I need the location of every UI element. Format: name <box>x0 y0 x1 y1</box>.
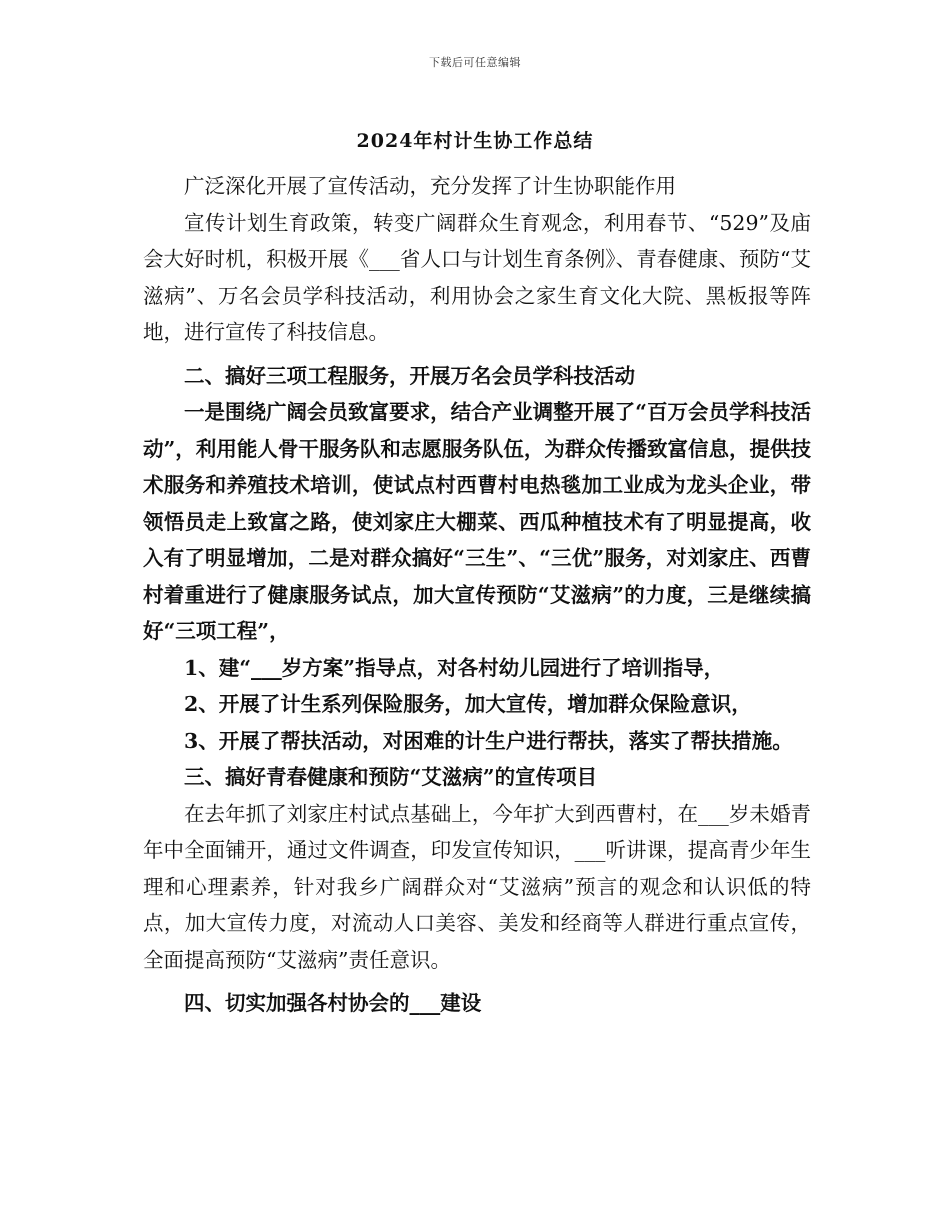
paragraph-4: 在去年抓了刘家庄村试点基础上，今年扩大到西曹村，在___岁未婚青年中全面铺开，通过文件调查，印发宣传知识，___听讲课，提高青少年生理和心理素养，针对我乡广阔群众对“艾滋病”预言的观念和认识低的特点，加大宣传力度，对流动人口美容、美发和经商等人群进行重点宣传，全面提高预防“艾滋病”责任意识。 <box>143 801 811 972</box>
paragraph-3: 一是围绕广阔会员致富要求，结合产业调整开展了“百万会员学科技活动”，利用能人骨干服务队和志愿服务队伍，为群众传播致富信息，提供技术服务和养殖技术培训，使试点村西曹村电热毯加工业成为龙头企业，带领悟员走上致富之路，使刘家庄大棚菜、西瓜种植技术有了明显提高，收入有了明显增加，二是对群众搞好“三生”、“三优”服务，对刘家庄、西曹村着重进行了健康服务试点，加大宣传预防“艾滋病”的力度，三是继续搞好“三项工程”， <box>143 400 811 643</box>
list-item-2: 2、开展了计生系列保险服务，加大宣传，增加群众保险意识， <box>184 692 752 716</box>
list-item-1: 1、建“___岁方案”指导点，对各村幼儿园进行了培训指导， <box>184 655 725 680</box>
section-heading-3: 三、搞好青春健康和预防“艾滋病”的宣传项目 <box>184 765 598 789</box>
section-heading-2: 二、搞好三项工程服务，开展万名会员学科技活动 <box>184 363 635 388</box>
section-heading-4: 四、切实加强各村协会的___建设 <box>184 991 482 1015</box>
document-title: 2024年村计生协工作总结 <box>356 130 594 152</box>
paragraph-2: 宣传计划生育政策，转变广阔群众生育观念，利用春节、“529”及庙会大好时机，积极开展《___省人口与计划生育条例》、青春健康、预防“艾滋病”、万名会员学科技活动，利用协会之家生育文化大院、黑板报等阵地，进行宣传了科技信息。 <box>143 210 811 344</box>
document-body <box>143 168 811 1022</box>
list-item-3: 3、开展了帮扶活动，对困难的计生户进行帮扶，落实了帮扶措施。 <box>184 728 793 753</box>
paragraph-1: 广泛深化开展了宣传活动，充分发挥了计生协职能作用 <box>184 174 676 198</box>
page-header-note: 下载后可任意编辑 <box>429 56 521 69</box>
